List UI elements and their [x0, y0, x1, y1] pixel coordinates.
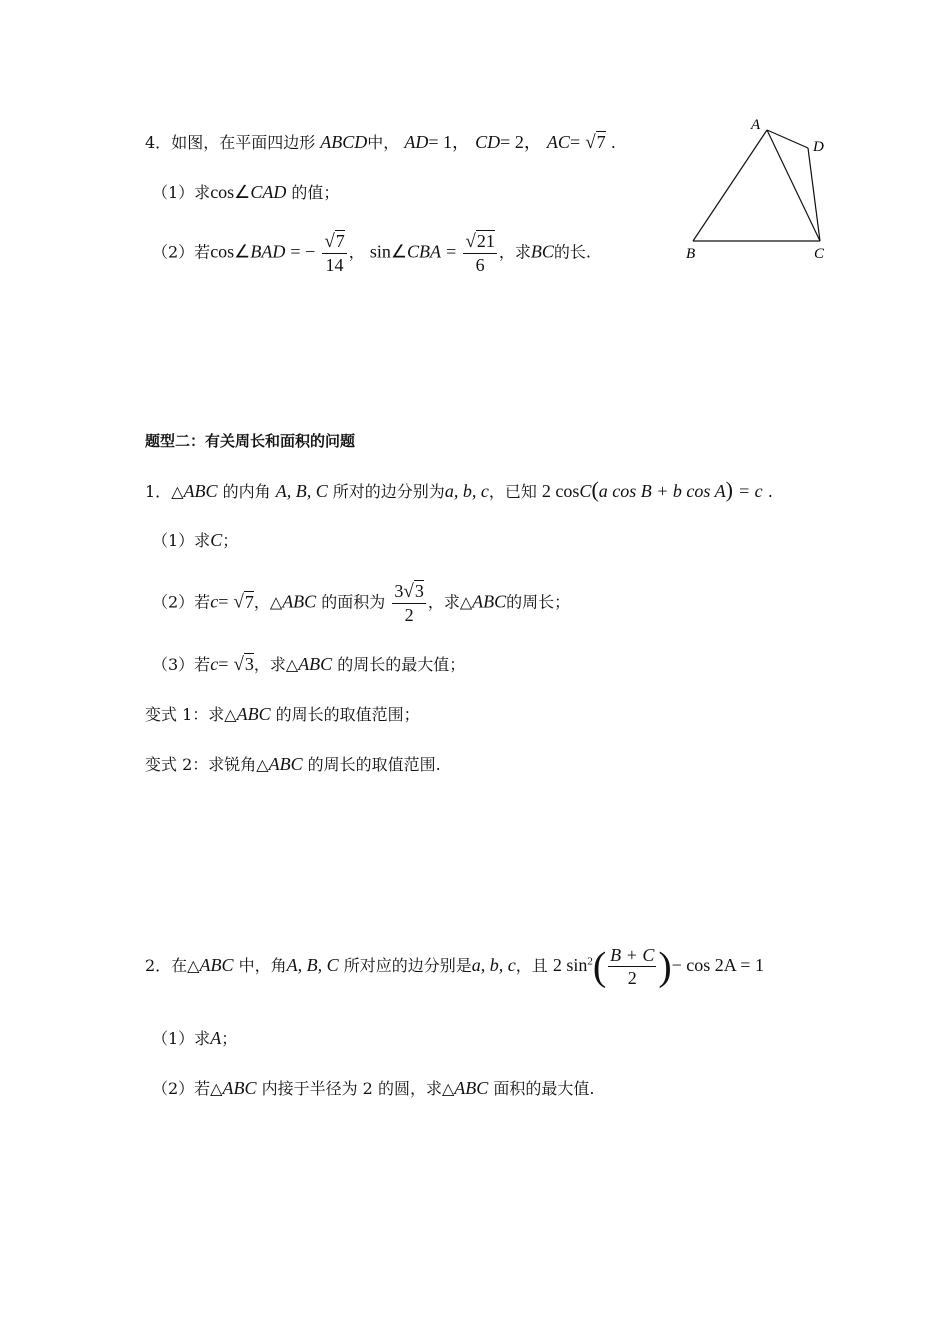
- edge-ab: [693, 130, 767, 241]
- label-c: C: [814, 246, 825, 262]
- s2-problem-1-statement: 1．△ABC 的内角 A, B, C 所对的边分别为a, b, c，已知 2 cosC(a cos B + b cos A) = c .: [145, 477, 773, 502]
- s2-problem-1-q2: （2）若c= √7，△ABC 的面积为 $\frac{3√3}{2}$ ，求△ABC的周长；: [152, 581, 571, 625]
- problem-4-q2: （2）若cos∠BAD = − $\frac{√7}{14}$ ， sin∠CBA = $\frac{√21}{6}$ ，求BC的长.: [152, 231, 591, 275]
- s2-problem-1-variant-1: 变式 1：求△ABC 的周长的取值范围；: [145, 704, 420, 724]
- label-a: A: [751, 117, 761, 133]
- fraction-sqrt21-6: $\frac{√21}{6}$: [465, 231, 495, 275]
- problem-4-q1: （1）求cos∠CAD 的值；: [152, 182, 340, 202]
- s2-problem-1-q3: （3）若c= √3，求△ABC 的周长的最大值；: [152, 654, 466, 675]
- s2-problem-2-q1: （1）求A；: [152, 1028, 238, 1048]
- fraction-sqrt7-14: $\frac{√7}{14}$: [324, 231, 345, 275]
- label-d: D: [813, 139, 824, 155]
- fraction-b-plus-c-over-2: $\frac{B + C}{2}$: [610, 945, 655, 988]
- edge-ad: [767, 130, 808, 148]
- s2-problem-2-q2: （2）若△ABC 内接于半径为 2 的圆，求△ABC 面积的最大值.: [152, 1078, 595, 1098]
- s2-problem-2-statement: 2．在△ABC 中，角A, B, C 所对应的边分别是a, b, c，且 2 $\sin^2$( $\frac{B + C}{2}$ )− cos 2A = 1: [145, 943, 764, 989]
- quadrilateral-figure: [680, 110, 840, 265]
- label-b: B: [686, 246, 696, 262]
- fraction-3sqrt3-2: $\frac{3√3}{2}$: [394, 581, 424, 625]
- s2-problem-1-q1: （1）求C；: [152, 530, 239, 550]
- section-title: 题型二：有关周长和面积的问题: [145, 432, 356, 450]
- s2-problem-1-variant-2: 变式 2：求锐角△ABC 的周长的取值范围.: [145, 754, 441, 774]
- problem-4-statement: 4．如图，在平面四边形 ABCD中， AD= 1， CD= 2， AC= √7 .: [145, 132, 616, 153]
